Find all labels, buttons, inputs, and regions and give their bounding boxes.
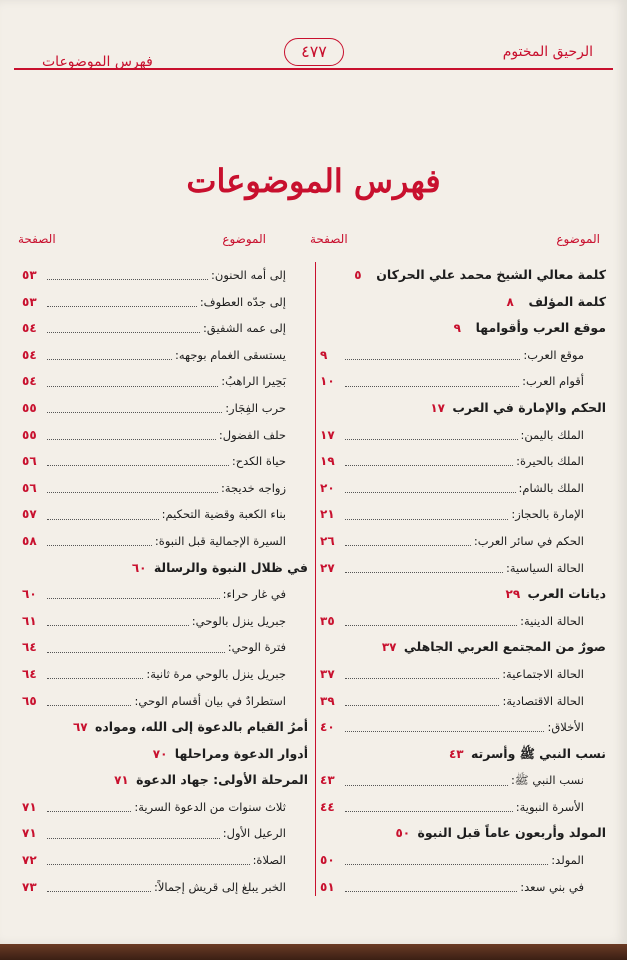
dot-leader: [47, 331, 200, 333]
toc-entry-title: الملك بالحيرة:: [516, 454, 584, 469]
toc-entry-page: ٦١: [22, 613, 37, 628]
toc-entry-title: الحكم في سائر العرب:: [473, 533, 584, 548]
dot-leader: [345, 704, 499, 706]
toc-entry-page: ٥٤: [22, 347, 37, 362]
toc-entry-page: ٧٠: [152, 746, 168, 761]
toc-entry-title: إلى أمه الحنون:: [211, 268, 286, 282]
toc-entry-title: أقوام العرب:: [522, 374, 584, 389]
toc-entry: [22, 661, 308, 688]
toc-entry-page: ٣٥: [320, 613, 335, 628]
toc-entry-page: ٥٣: [22, 268, 37, 282]
toc-entry-title: بناء الكعبة وقضية التحكيم:: [161, 507, 286, 522]
toc-entry-title: إلى جدّه العطوف:: [199, 294, 286, 309]
toc-entry-page: ٦٠: [131, 560, 147, 575]
toc-entry: [22, 608, 308, 635]
dot-leader: [345, 810, 513, 812]
toc-entry-title: إلى عمه الشفيق:: [203, 321, 286, 336]
toc-entry-page: ١٩: [320, 454, 335, 469]
toc-entry-title: موقع العرب:: [523, 347, 584, 362]
toc-entry-page: ٨: [506, 294, 514, 309]
dot-leader: [47, 837, 220, 839]
toc-entry-page: ٧١: [114, 773, 129, 788]
toc-entry: [22, 847, 308, 874]
toc-entry-page: ٧١: [22, 826, 37, 841]
toc-entry-page: ٥٥: [22, 400, 37, 415]
toc-entry-page: ٥٤: [22, 374, 37, 389]
toc-entry: [22, 581, 308, 608]
dot-leader: [345, 464, 513, 466]
toc-entry-page: ٢١: [320, 507, 335, 522]
toc-entry-title: السيرة الإجمالية قبل النبوة:: [154, 533, 286, 548]
toc-entry-title: كلمة المؤلف: [528, 293, 606, 309]
running-header: [14, 36, 613, 76]
toc-entry-page: ٥٦: [22, 454, 37, 469]
toc-entry: [320, 342, 606, 369]
toc-entry: [22, 794, 308, 821]
toc-entry: [22, 501, 308, 528]
dot-leader: [345, 677, 499, 679]
toc-entry-title: الأخلاق:: [547, 720, 584, 735]
dot-leader: [47, 651, 225, 653]
toc-entry-title: المرحلة الأولى: جهاد الدعوة: [136, 772, 308, 788]
toc-entry-title: حياة الكدح:: [231, 454, 286, 469]
toc-entry-page: ٥١: [320, 879, 335, 894]
toc-entry-title: المولد:: [551, 853, 584, 868]
toc-entry-title: الملك بالشام:: [518, 480, 584, 495]
toc-entry: [22, 820, 308, 847]
toc-entry-title: صورٌ من المجتمع العربي الجاهلي: [403, 639, 606, 655]
toc-entry-page: ٢٧: [320, 560, 335, 575]
dot-leader: [47, 278, 208, 280]
toc-entry-page: ٦٤: [22, 640, 37, 655]
dot-leader: [345, 571, 503, 573]
toc-entry-page: ٥٣: [22, 294, 37, 309]
toc-entry-page: ١٧: [320, 427, 335, 442]
toc-entry: [22, 741, 308, 768]
toc-entry: [320, 741, 606, 768]
toc-entry-title: الخبر يبلغ إلى قريش إجمالاً:: [153, 879, 286, 894]
toc-entry-page: ٥٠: [320, 853, 335, 868]
toc-entry-title: الحالة السياسية:: [505, 560, 584, 575]
toc-entry: [320, 661, 606, 688]
left-column-header: [18, 232, 308, 252]
left-column: [22, 262, 308, 902]
toc-entry-title: في بني سعد:: [520, 879, 584, 894]
toc-entry-page: ٤٠: [320, 720, 335, 735]
dot-leader: [345, 890, 517, 892]
dot-leader: [47, 438, 216, 440]
toc-entry-title: نسب النبي ﷺ:: [510, 773, 584, 788]
toc-entry-page: ٥٦: [22, 480, 37, 495]
toc-entry-title: فترة الوحي:: [227, 640, 286, 655]
toc-entry: [320, 368, 606, 395]
toc-entry-title: بَحِيرا الراهبُ:: [221, 374, 286, 389]
toc-entry: [22, 634, 308, 661]
toc-entry-title: الحالة الاجتماعية:: [502, 666, 584, 681]
dot-leader: [47, 624, 189, 626]
toc-entry: [22, 874, 308, 901]
dot-leader: [47, 518, 159, 520]
toc-entry: [22, 262, 308, 289]
toc-entry-page: ٧٣: [22, 879, 37, 894]
page-title: فهرس الموضوعات: [186, 162, 441, 200]
toc-entry-page: ٦٧: [72, 720, 88, 735]
toc-entry-page: ٤٣: [448, 746, 464, 761]
toc-entry: [320, 794, 606, 821]
toc-entry-title: في ظلال النبوة والرسالة: [153, 559, 308, 575]
toc-entry-title: أمرُ القيام بالدعوة إلى الله، ومواده: [94, 719, 308, 735]
toc-entry: [320, 634, 606, 661]
toc-entry-page: ٥٠: [395, 826, 411, 841]
topic-header: الموضوع: [556, 232, 600, 246]
toc-entry: [22, 422, 308, 449]
dot-leader: [345, 730, 544, 732]
toc-entry-page: ١٧: [430, 400, 445, 415]
dot-leader: [345, 358, 520, 360]
toc-entry-title: الإمارة بالحجاز:: [511, 507, 584, 522]
toc-entry: [320, 608, 606, 635]
toc-entry: [320, 289, 606, 316]
dot-leader: [47, 358, 172, 360]
toc-entry-title: المولد وأربعون عاماً قبل النبوة: [417, 825, 606, 841]
toc-entry: [320, 528, 606, 555]
dot-leader: [47, 890, 151, 892]
dot-leader: [47, 810, 131, 812]
toc-entry-page: ٢٩: [505, 587, 521, 602]
toc-entry-page: ٣٧: [381, 640, 397, 655]
toc-entry-page: ٦٤: [22, 666, 37, 681]
toc-entry-title: موقع العرب وأقوامها: [475, 320, 606, 336]
dot-leader: [345, 491, 516, 493]
dot-leader: [47, 305, 197, 307]
toc-entry: [320, 688, 606, 715]
toc-entry: [22, 555, 308, 582]
toc-entry-title: ديانات العرب: [527, 586, 606, 602]
toc-entry-page: ٥٧: [22, 507, 37, 522]
toc-entry-page: ٦٥: [22, 693, 37, 708]
dot-leader: [47, 464, 229, 466]
dot-leader: [47, 385, 218, 387]
toc-entry-page: ٧٢: [22, 853, 37, 868]
page-header: الصفحة: [18, 232, 56, 246]
dot-leader: [345, 624, 517, 626]
dot-leader: [345, 784, 508, 786]
header-rule: [14, 68, 613, 70]
book-title: الرحيق المختوم: [502, 44, 593, 60]
toc-entry: [320, 475, 606, 502]
toc-entry: [320, 315, 606, 342]
dot-leader: [345, 385, 519, 387]
toc-entry: [320, 581, 606, 608]
toc-entry-title: ثلاث سنوات من الدعوة السرية:: [134, 799, 286, 814]
toc-entry-title: جبريل ينزل بالوحي:: [191, 613, 286, 628]
topic-header: الموضوع: [222, 232, 266, 246]
toc-entry-page: ٤٣: [320, 773, 335, 788]
toc-entry: [22, 528, 308, 555]
toc-entry-title: نسب النبي ﷺ وأسرته: [470, 745, 606, 761]
page-header: الصفحة: [310, 232, 348, 246]
toc-entry-page: ٩: [453, 321, 461, 336]
toc-entry-page: ٧١: [22, 799, 37, 814]
dot-leader: [47, 704, 131, 706]
toc-entry-title: حرب الفِجَار:: [225, 400, 286, 415]
toc-entry: [22, 368, 308, 395]
toc-entry-title: في غار حراء:: [222, 587, 286, 602]
toc-entry-title: استطرادٌ في بيان أقسام الوحي:: [134, 693, 286, 708]
toc-entry-title: كلمة معالي الشيخ محمد علي الحركان: [376, 267, 606, 282]
toc-entry: [320, 820, 606, 847]
dot-leader: [345, 544, 471, 546]
dot-leader: [47, 677, 143, 679]
toc-entry-title: جبريل ينزل بالوحي مرة ثانية:: [146, 666, 286, 681]
toc-entry-title: الحالة الدينية:: [520, 613, 584, 628]
dot-leader: [47, 411, 222, 413]
book-cover-edge: [0, 944, 627, 960]
toc-entry: [320, 501, 606, 528]
toc-entry-page: ١٠: [320, 374, 335, 389]
toc-entry: [22, 342, 308, 369]
section-title: فهرس الموضوعات: [42, 54, 153, 70]
toc-entry: [320, 555, 606, 582]
toc-entry: [320, 767, 606, 794]
dot-leader: [345, 863, 548, 865]
toc-entry-title: الرعيل الأول:: [222, 826, 286, 841]
toc-entry-page: ٢٠: [320, 480, 335, 495]
toc-entry-title: الحالة الاقتصادية:: [502, 693, 584, 708]
toc-entry: [22, 448, 308, 475]
dot-leader: [47, 863, 250, 865]
toc-entry-title: حلف الفضول:: [218, 427, 286, 442]
dot-leader: [345, 518, 508, 520]
toc-entry: [22, 688, 308, 715]
toc-entry-page: ٣٧: [320, 666, 335, 681]
toc-entry-page: ٥٨: [22, 533, 37, 548]
toc-entry-title: الملك باليمن:: [520, 427, 584, 442]
toc-entry: [22, 395, 308, 422]
right-column-header: [310, 232, 600, 252]
toc-entry-page: ٦٠: [22, 587, 37, 602]
toc-entry-page: ٤٤: [320, 799, 335, 814]
toc-entry: [22, 767, 308, 794]
toc-entry: [320, 448, 606, 475]
toc-entry: [320, 714, 606, 741]
toc-entry-page: ٣٩: [320, 693, 335, 708]
dot-leader: [47, 544, 152, 546]
right-column: [320, 262, 606, 902]
toc-entry-page: ٥٥: [22, 427, 37, 442]
column-divider: [315, 262, 316, 896]
dot-leader: [345, 438, 518, 440]
toc-entry-title: زواجه خديجة:: [220, 480, 286, 495]
toc-entry: [320, 262, 606, 289]
toc-entry: [320, 847, 606, 874]
toc-entry-title: أدوار الدعوة ومراحلها: [174, 745, 308, 761]
toc-entry: [320, 874, 606, 901]
dot-leader: [47, 491, 218, 493]
toc-entry: [22, 315, 308, 342]
toc-entry: [320, 422, 606, 449]
toc-entry-page: ٢٦: [320, 533, 335, 548]
toc-entry-title: الصلاة:: [252, 853, 286, 868]
toc-entry-title: يستسقى الغمام بوجهه:: [174, 347, 286, 362]
toc-entry: [22, 289, 308, 316]
toc-entry-title: الحكم والإمارة في العرب: [452, 399, 606, 415]
toc-entry-page: ٩: [320, 347, 328, 362]
dot-leader: [47, 597, 220, 599]
toc-entry: [320, 395, 606, 422]
toc-entry-page: ٥: [354, 268, 362, 282]
page-number: ٤٧٧: [284, 38, 344, 66]
toc-entry: [22, 475, 308, 502]
toc-entry-page: ٥٤: [22, 321, 37, 336]
toc-entry: [22, 714, 308, 741]
toc-entry-title: الأسرة النبوية:: [515, 799, 584, 814]
